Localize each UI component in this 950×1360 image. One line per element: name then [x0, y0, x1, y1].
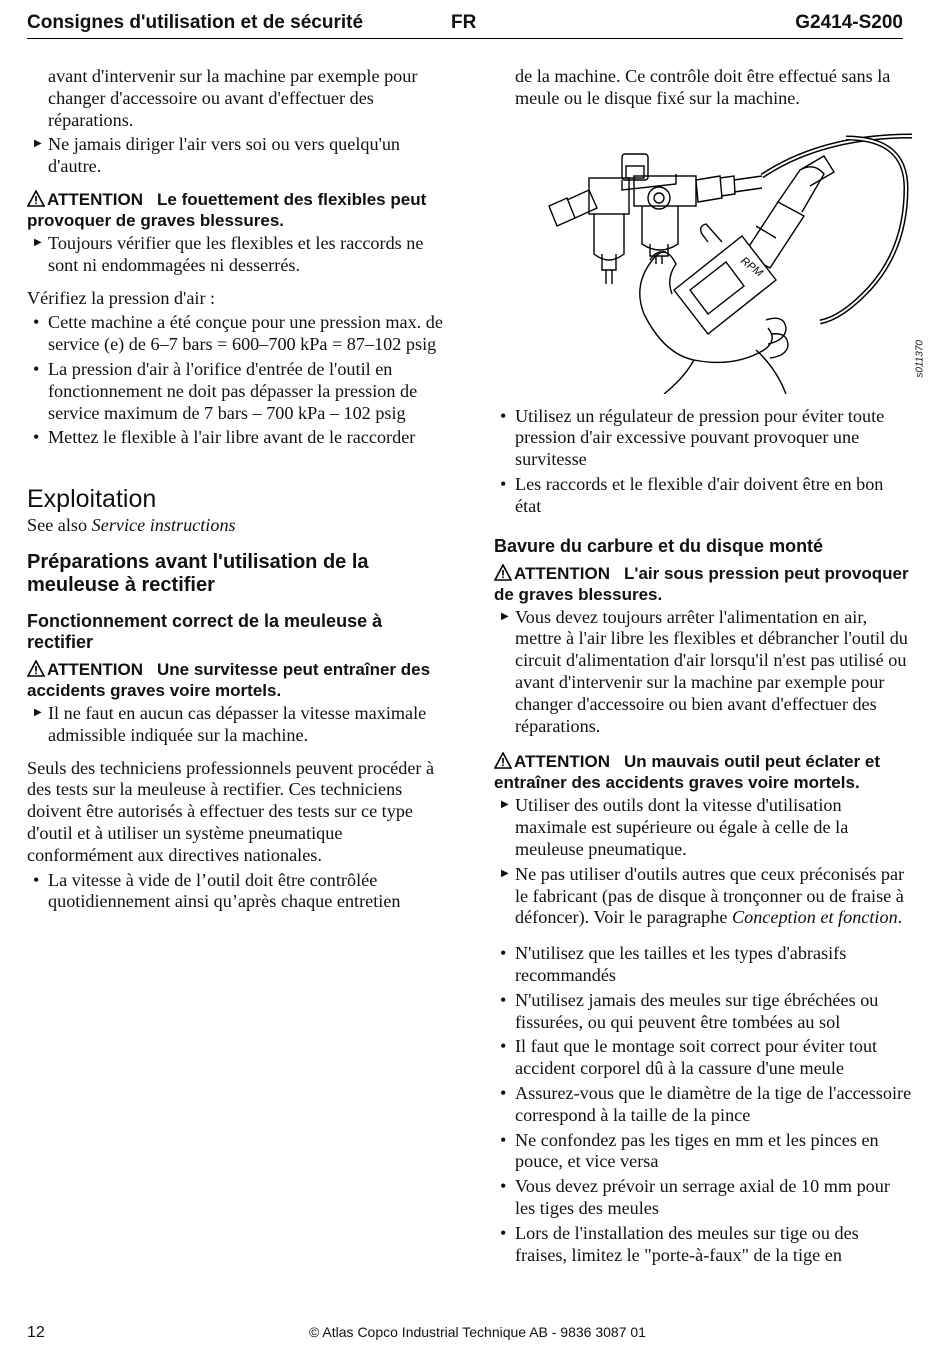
list-item: • Mettez le flexible à l'air libre avant de le raccorder	[27, 427, 447, 449]
copyright: © Atlas Copco Industrial Technique AB - 9836 3087 01	[309, 1324, 646, 1340]
warning-wrong-tool	[494, 751, 914, 793]
warning-hoses	[27, 189, 447, 231]
heading-preparations: Préparations avant l'utilisation de la meuleuse à rectifier	[27, 550, 369, 596]
figure-code: s011370	[915, 339, 926, 378]
instruction-stop-air: ▶ Vous devez toujours arrêter l'alimentation en air, mettre à l'air libre les flexibles et débrancher l'outil du circuit d'alimentation d'air lorsqu'il n'est pas utilisé ou avant d'intervenir sur la machine par exemple pour changer d'accessoire ou bien avant d'effectuer des réparations.	[494, 607, 914, 738]
header-model: G2414-S200	[795, 12, 903, 33]
paragraph-continued: de la machine. Ce contrôle doit être effectué sans la meule ou le disque fixé sur la machine.	[515, 66, 891, 108]
page-header	[27, 10, 903, 39]
heading-fonctionnement: Fonctionnement correct de la meuleuse à rectifier	[27, 610, 383, 652]
list-item: • Les raccords et le flexible d'air doivent être en bon état	[494, 474, 914, 518]
list-item: • Il faut que le montage soit correct pour éviter tout accident corporel dû à la cassure d'une meule	[494, 1036, 914, 1080]
instruction-max-speed: ▶ Il ne faut en aucun cas dépasser la vitesse maximale admissible indiquée sur la machine.	[27, 703, 447, 747]
warning-triangle-icon	[494, 564, 512, 581]
see-also-label: See also	[27, 515, 88, 536]
warning-compressed-air	[494, 563, 914, 605]
instruction-text: Ne pas utiliser d'outils autres que ceux préconisés par le fabricant (pas de disque à tronçonner ou de fraise à défoncer). Voir le paragraphe	[515, 863, 905, 928]
list-item: • La vitesse à vide de l’outil doit être contrôlée quotidiennement ainsi qu’après chaque entretien	[27, 870, 447, 914]
list-item: • Cette machine a été conçue pour une pression max. de service (e) de 6–7 bars = 600–700 kPa = 87–102 psig	[27, 312, 447, 356]
list-item: • La pression d'air à l'orifice d'entrée de l'outil en fonctionnement ne doit pas dépasser la pression de service maximum de 7 bars – 700 kPa – 102 psig	[27, 359, 447, 424]
list-item: • N'utilisez que les tailles et les types d'abrasifs recommandés	[494, 943, 914, 987]
instruction-end: .	[897, 907, 903, 928]
warning-text: Le fouettement des flexibles peut provoquer de graves blessures.	[27, 189, 427, 230]
section-heading-exploitation: Exploitation	[27, 485, 157, 514]
right-column	[494, 66, 926, 1269]
header-language: FR	[451, 12, 477, 33]
list-item: • Assurez-vous que le diamètre de la tige de l'accessoire correspond à la taille de la pince	[494, 1083, 914, 1127]
warning-text: Une survitesse peut entraîner des accidents graves voire mortels.	[27, 659, 431, 700]
header-title: Consignes d'utilisation et de sécurité	[27, 12, 364, 33]
list-item: • Lors de l'installation des meules sur tige ou des fraises, limitez le "porte-à-faux" de la tige en	[494, 1223, 914, 1267]
left-column	[27, 66, 447, 916]
figure-rpm-test	[494, 114, 926, 400]
verify-pressure-label: Vérifiez la pression d'air :	[27, 287, 216, 308]
see-also-link[interactable]: Service instructions	[91, 515, 236, 536]
warning-text: Un mauvais outil peut éclater et entraîner des accidents graves voire mortels.	[494, 752, 881, 793]
instruction-approved-tools	[494, 864, 914, 929]
list-item: • Ne confondez pas les tiges en mm et les pinces en pouce, et vice versa	[494, 1130, 914, 1174]
warning-label: ATTENTION	[514, 752, 611, 772]
instruction-air-direction: ▶ Ne jamais diriger l'air vers soi ou vers quelqu'un d'autre.	[27, 134, 447, 178]
warning-label: ATTENTION	[47, 659, 144, 679]
rpm-label: RPM	[738, 254, 765, 280]
warning-triangle-icon	[27, 190, 45, 207]
warning-label: ATTENTION	[514, 563, 611, 583]
list-item: • N'utilisez jamais des meules sur tige ébréchées ou fissurées, ou qui peuvent être tombées au sol	[494, 990, 914, 1034]
warning-triangle-icon	[27, 660, 45, 677]
warning-overspeed	[27, 659, 447, 701]
warning-triangle-icon	[494, 752, 512, 769]
warning-text: L'air sous pression peut provoquer de graves blessures.	[494, 563, 909, 604]
instruction-tool-speed: ▶ Utiliser des outils dont la vitesse d'utilisation maximale est supérieure ou égale à celle de la meuleuse pneumatique.	[494, 795, 914, 860]
list-item: • Vous devez prévoir un serrage axial de 10 mm pour les tiges des meules	[494, 1176, 914, 1220]
paragraph-technicians: Seuls des techniciens professionnels peuvent procéder à des tests sur la meuleuse à rectifier. Ces techniciens doivent être autorisés à effectuer des tests sur ce type d'outil et à utiliser un système pneumatique conformément aux directives nationales.	[27, 757, 435, 865]
instruction-check-hoses: ▶ Toujours vérifier que les flexibles et les raccords ne sont ni endommagées ni desserrés.	[27, 233, 447, 277]
design-function-link[interactable]: Conception et fonction	[731, 907, 898, 928]
warning-label: ATTENTION	[47, 189, 144, 209]
list-item: • Utilisez un régulateur de pression pour éviter toute pression d'air excessive pouvant provoquer une survitesse	[494, 406, 914, 471]
see-also-line	[27, 515, 447, 537]
paragraph-continued: avant d'intervenir sur la machine par exemple pour changer d'accessoire ou avant d'effectuer des réparations.	[48, 66, 418, 130]
heading-bavure: Bavure du carbure et du disque monté	[494, 535, 824, 556]
page-number: 12	[27, 1324, 45, 1341]
rpm-test-illustration	[494, 114, 914, 394]
